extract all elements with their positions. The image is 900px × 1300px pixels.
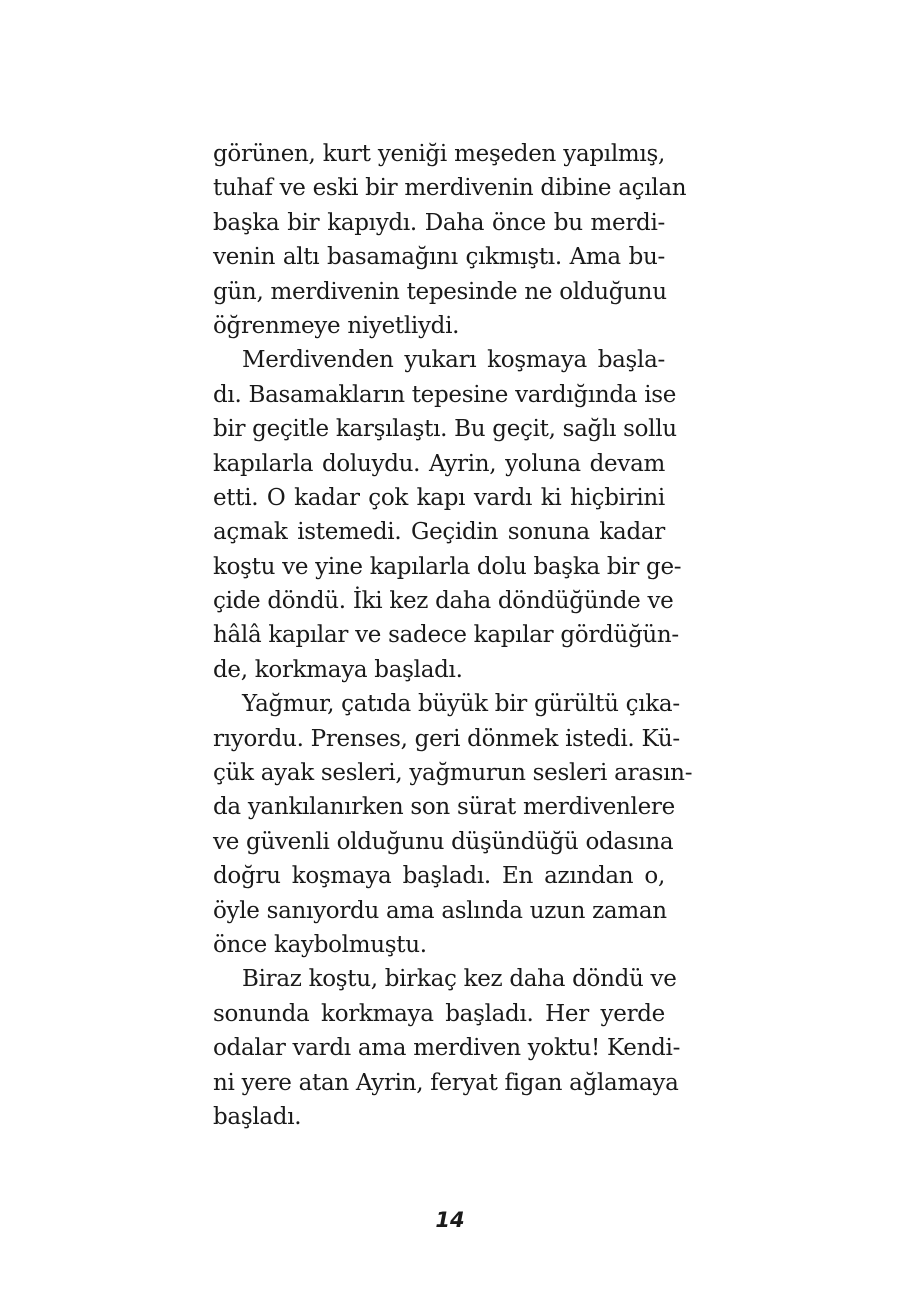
text-line: hâlâ kapılar ve sadece kapılar gördüğün- [213, 622, 679, 649]
text-line: koştu ve yine kapılarla dolu başka bir ge- [213, 553, 682, 580]
page-number: 14 [435, 1208, 465, 1232]
text-line: ve güvenli olduğunu düşündüğü odasına [213, 828, 674, 855]
text-line: Merdivenden yukarı koşmaya başla- [242, 347, 665, 374]
text-line: öyle sanıyordu ama aslında uzun zaman [213, 897, 667, 924]
paragraph [213, 962, 681, 1134]
text-line: tuhaf ve eski bir merdivenin dibine açılan [213, 175, 687, 202]
paragraph [213, 137, 687, 343]
text-line: önce kaybolmuştu. [213, 931, 427, 958]
text-line: gün, merdivenin tepesinde ne olduğunu [213, 278, 667, 305]
text-line: rıyordu. Prenses, geri dönmek istedi. Kü- [213, 725, 680, 752]
text-line: çük ayak sesleri, yağmurun sesleri arasın- [213, 760, 693, 787]
text-line: doğru koşmaya başladı. En azından o, [213, 863, 665, 890]
paragraph [213, 343, 682, 687]
text-line: kapılarla doluydu. Ayrin, yoluna devam [213, 450, 665, 477]
text-line: etti. O kadar çok kapı vardı ki hiçbirini [213, 484, 665, 511]
text-line: de, korkmaya başladı. [213, 656, 463, 683]
text-line: başladı. [213, 1103, 302, 1130]
text-line: venin altı basamağını çıkmıştı. Ama bu- [213, 244, 665, 271]
text-line: çide döndü. İki kez daha döndüğünde ve [213, 588, 674, 615]
text-line: öğrenmeye niyetliydi. [213, 312, 460, 339]
text-line: odalar vardı ama merdiven yoktu! Kendi- [213, 1035, 681, 1062]
text-line: bir geçitle karşılaştı. Bu geçit, sağlı sollu [213, 416, 677, 443]
text-line: Biraz koştu, birkaç kez daha döndü ve [242, 966, 677, 993]
text-line: Yağmur, çatıda büyük bir gürültü çıka- [242, 691, 680, 718]
text-line: görünen, kurt yeniği meşeden yapılmış, [213, 141, 665, 167]
text-line: da yankılanırken son sürat merdivenlere [213, 794, 675, 821]
paragraph [213, 687, 693, 962]
text-line: ni yere atan Ayrin, feryat figan ağlamaya [213, 1069, 679, 1096]
text-line: dı. Basamakların tepesine vardığında ise [213, 381, 677, 408]
text-line: başka bir kapıydı. Daha önce bu merdi- [213, 209, 665, 236]
body-text [213, 137, 693, 1134]
text-line: açmak istemedi. Geçidin sonuna kadar [213, 519, 665, 546]
text-line: sonunda korkmaya başladı. Her yerde [213, 1000, 665, 1027]
